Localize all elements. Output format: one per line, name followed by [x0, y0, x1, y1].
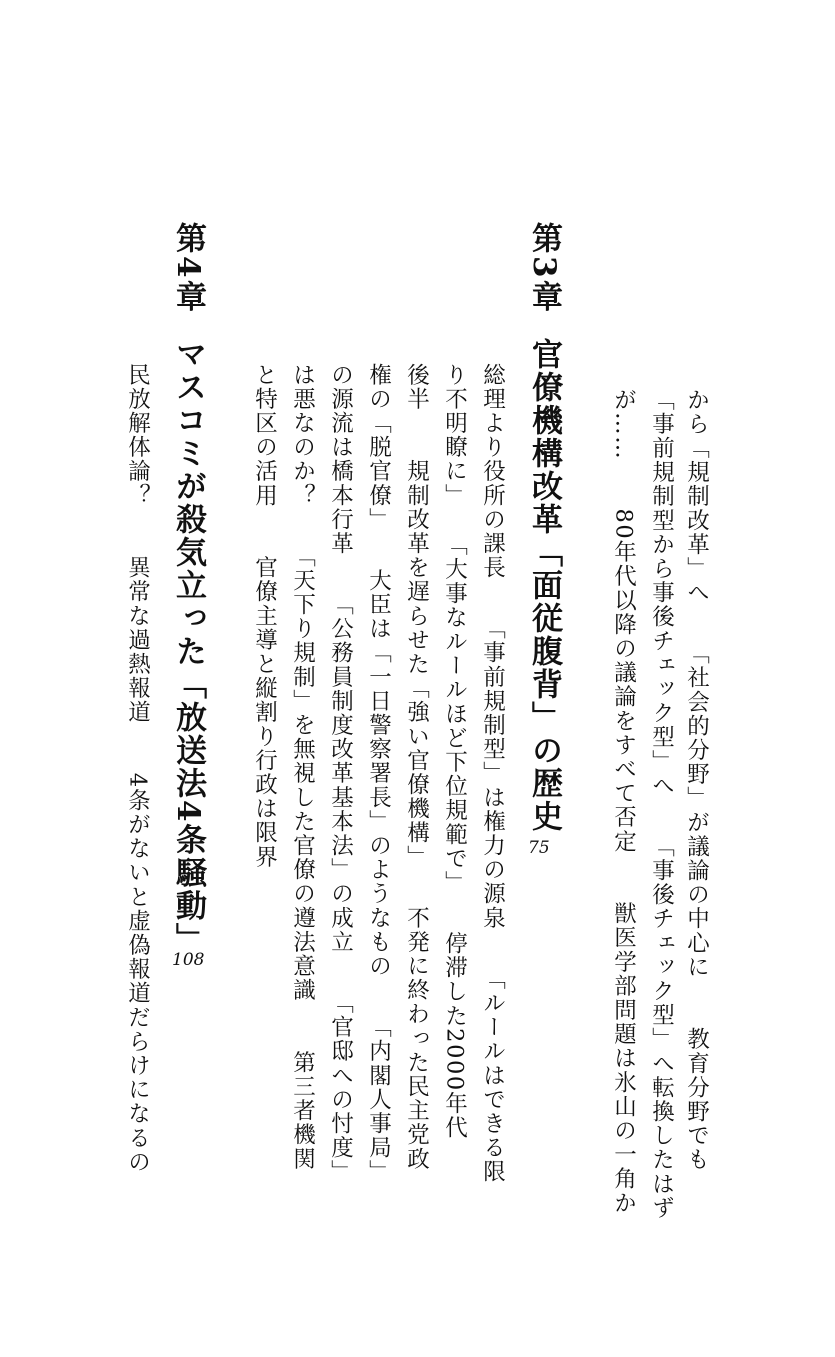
chapter-4-title: マスコミが殺気立った「放送法4条騒動」 [170, 338, 206, 956]
intro-line-1: から「規制改革」へ 「社会的分野」が議論の中心に 教育分野でも [683, 388, 710, 1173]
intro-line-3: が…… 80年代以降の議論をすべて否定 獣医学部問題は氷山の一角か [610, 388, 637, 1216]
chapter-3-line-3: 後半 規制改革を遅らせた「強い官僚機構」 不発に終わった民主党政 [403, 363, 430, 1172]
chapter-3-page-number: 75 [528, 838, 550, 858]
chapter-4-page-number: 108 [172, 950, 205, 970]
chapter-3-line-2: り不明瞭に」 「大事なルールほど下位規範で」 停滞した2000年代 [441, 363, 468, 1141]
chapter-3-line-4: 権の「脱官僚」 大臣は「一日警察署長」のようなもの 「内閣人事局」 [365, 363, 392, 1184]
chapter-3-line-5: の源流は橋本行革 「公務員制度改革基本法」の成立 「官邸への忖度」 [327, 363, 354, 1184]
chapter-4-label: 第4章 [170, 222, 206, 315]
chapter-3-line-1: 総理より役所の課長 「事前規制型」は権力の源泉 「ルールはできる限 [479, 363, 506, 1184]
chapter-4-line-1: 民放解体論？ 異常な過熱報道 4条がないと虚偽報道だらけになるの [124, 363, 151, 1175]
chapter-3-line-6: は悪なのか？ 「天下り規制」を無視した官僚の遵法意識 第三者機関 [289, 363, 316, 1172]
chapter-3-line-7: と特区の活用 官僚主導と縦割り行政は限界 [251, 363, 278, 870]
intro-line-2: 「事前規制型から事後チェック型」へ 「事後チェック型」へ転換したはず [648, 388, 675, 1221]
chapter-3-title: 官僚機構改革「面従腹背」の歴史 [526, 338, 562, 833]
chapter-3-label: 第3章 [526, 222, 562, 315]
